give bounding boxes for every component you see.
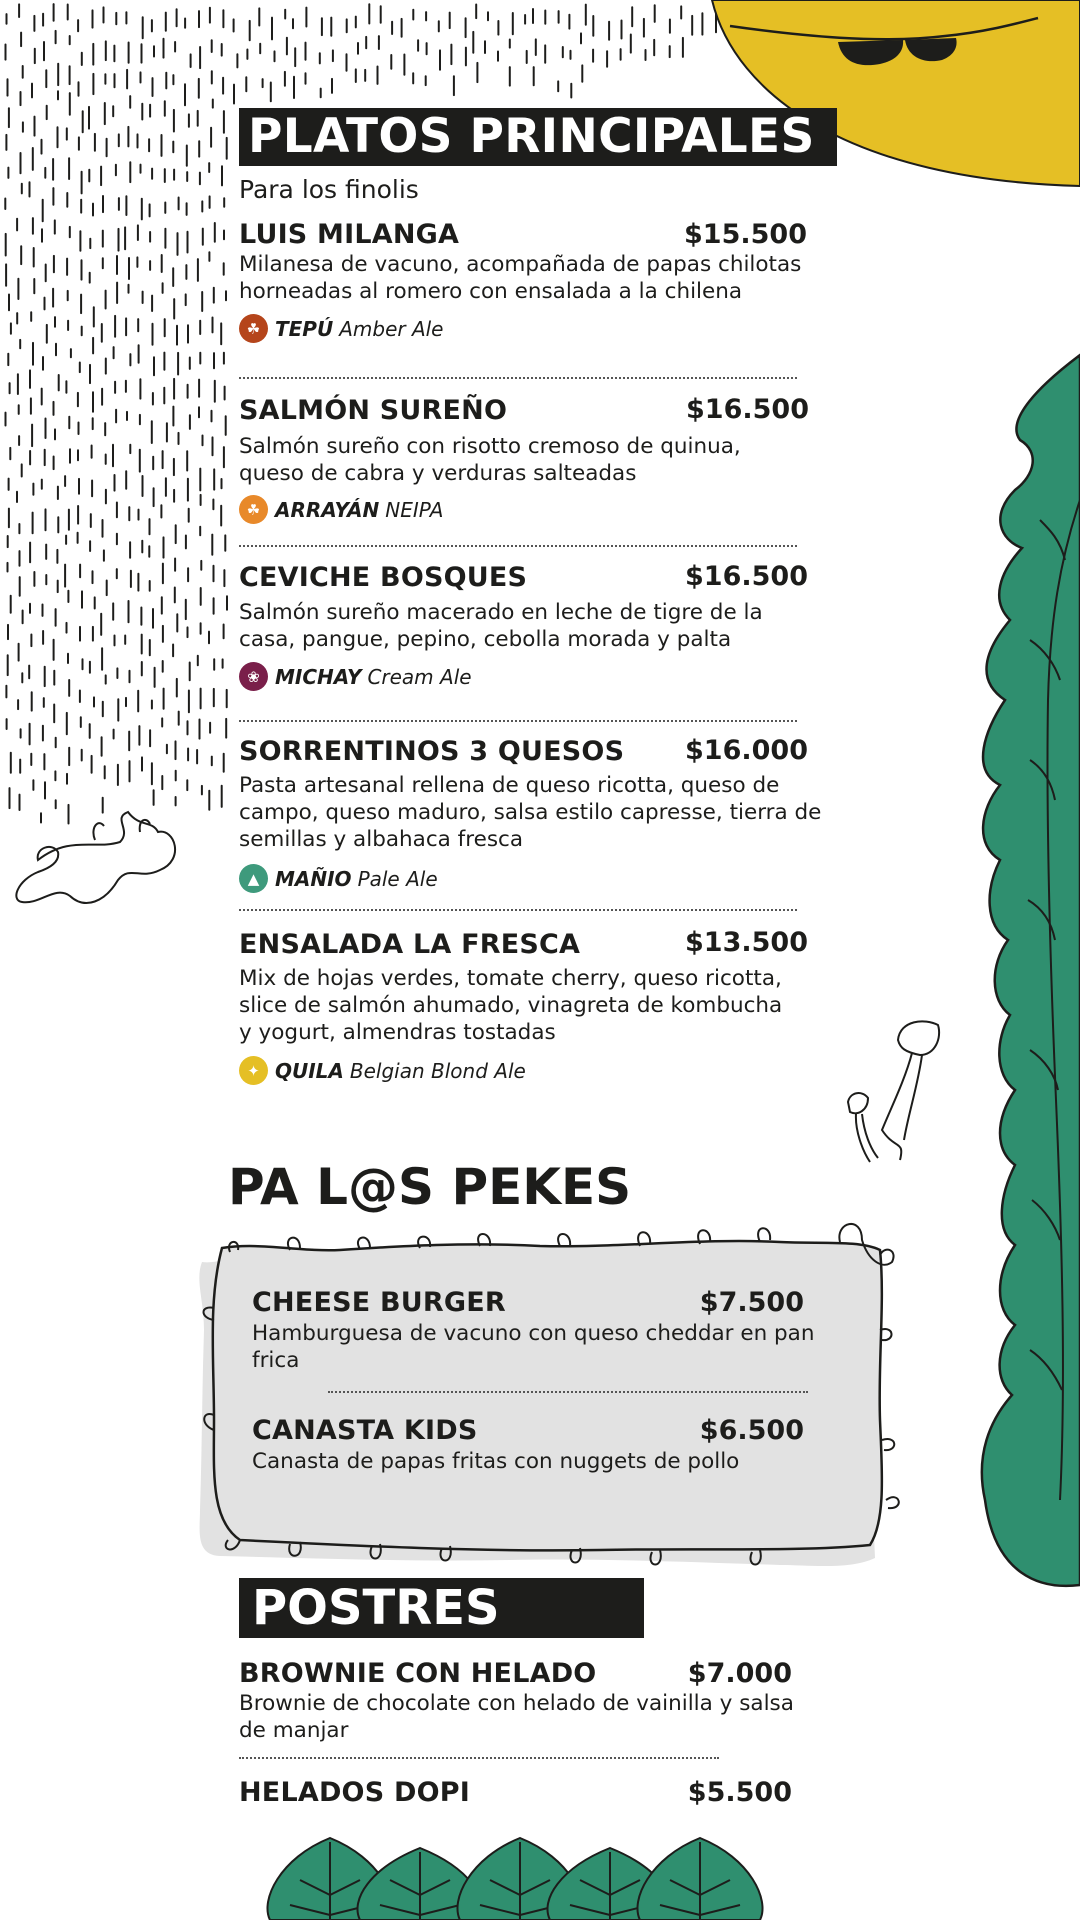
kids-section-title: PA L@S PEKES xyxy=(228,1158,632,1216)
menu-item-description: Salmón sureño con risotto cremoso de quinua, queso de cabra y verduras salteadas xyxy=(239,434,741,486)
item-divider xyxy=(239,1757,719,1759)
beer-pairing xyxy=(239,314,444,343)
menu-item-price: $16.500 xyxy=(685,561,808,592)
quila-bamboo-icon: ✦ xyxy=(239,1056,268,1085)
beer-name: MAÑIO xyxy=(275,866,352,891)
mushroom-doodle xyxy=(848,1021,939,1162)
menu-item-description: Canasta de papas fritas con nuggets de pollo xyxy=(252,1449,740,1474)
menu-item-price: $6.500 xyxy=(699,1415,804,1446)
item-divider xyxy=(239,909,797,911)
beer-style: Pale Ale xyxy=(357,866,438,891)
beer-style: Belgian Blond Ale xyxy=(349,1058,526,1083)
desserts-section-banner xyxy=(239,1578,644,1638)
item-divider xyxy=(239,545,797,547)
beer-pairing xyxy=(239,662,472,691)
beer-pairing xyxy=(239,1056,526,1085)
desserts-section-title: POSTRES xyxy=(252,1580,500,1636)
menu-item-price: $7.500 xyxy=(699,1287,804,1318)
menu-item-price: $5.500 xyxy=(687,1777,792,1808)
beer-pairing xyxy=(239,495,444,524)
menu-item-name: BROWNIE CON HELADO xyxy=(239,1658,597,1689)
michay-branch-icon: ❀ xyxy=(239,662,268,691)
menu-item-name: LUIS MILANGA xyxy=(239,219,460,250)
menu-item-price: $13.500 xyxy=(685,927,808,958)
menu-item-name: CEVICHE BOSQUES xyxy=(239,562,528,593)
menu-item-name: CHEESE BURGER xyxy=(252,1287,506,1318)
beer-style: NEIPA xyxy=(385,497,444,522)
menu-item-price: $7.000 xyxy=(687,1658,792,1689)
main-section-banner xyxy=(239,108,837,166)
menu-item-description: Milanesa de vacuno, acompañada de papas chilotas horneadas al romero con ensalada a la chilena xyxy=(239,252,802,304)
menu-item-price: $15.500 xyxy=(684,219,807,250)
menu-item-description: Hamburguesa de vacuno con queso cheddar en pan frica xyxy=(252,1321,815,1373)
menu-item-description: Brownie de chocolate con helado de vainilla y salsa de manjar xyxy=(239,1691,794,1743)
item-divider xyxy=(328,1391,808,1393)
menu-item-price: $16.500 xyxy=(686,394,809,425)
beer-style: Amber Ale xyxy=(339,316,444,341)
manio-tree-icon: ▲ xyxy=(239,864,268,893)
kids-section-frame xyxy=(199,1224,898,1566)
menu-item-description: Mix de hojas verdes, tomate cherry, queso ricotta, slice de salmón ahumado, vinagreta de kombucha y yogurt, almendras tostadas xyxy=(239,966,783,1045)
item-divider xyxy=(239,720,797,722)
tepu-tree-icon: ☘ xyxy=(239,314,268,343)
menu-item-name: ENSALADA LA FRESCA xyxy=(239,929,581,960)
beer-name: ARRAYÁN xyxy=(275,497,380,522)
main-section-subtitle: Para los finolis xyxy=(239,175,419,204)
fern-frond-illustration xyxy=(982,355,1080,1586)
menu-item-description: Salmón sureño macerado en leche de tigre de la casa, pangue, pepino, cebolla morada y palta xyxy=(239,600,763,652)
beer-name: MICHAY xyxy=(275,664,362,689)
menu-item-name: SALMÓN SUREÑO xyxy=(239,395,508,426)
beer-style: Cream Ale xyxy=(367,664,472,689)
beer-name: TEPÚ xyxy=(275,316,334,341)
item-divider xyxy=(239,377,797,379)
arrayan-tree-icon: ☘ xyxy=(239,495,268,524)
menu-item-name: HELADOS DOPI xyxy=(239,1777,470,1808)
beer-pairing xyxy=(239,864,438,893)
menu-item-price: $16.000 xyxy=(685,735,808,766)
bottom-fern-leaves xyxy=(268,1838,763,1920)
main-section-title: PLATOS PRINCIPALES xyxy=(248,109,815,164)
menu-item-name: SORRENTINOS 3 QUESOS xyxy=(239,736,625,767)
beer-name: QUILA xyxy=(275,1058,344,1083)
menu-item-name: CANASTA KIDS xyxy=(252,1415,478,1446)
menu-item-description: Pasta artesanal rellena de queso ricotta, queso de campo, queso maduro, salsa estilo capresse, tierra de semillas y albahaca fresca xyxy=(239,773,822,852)
